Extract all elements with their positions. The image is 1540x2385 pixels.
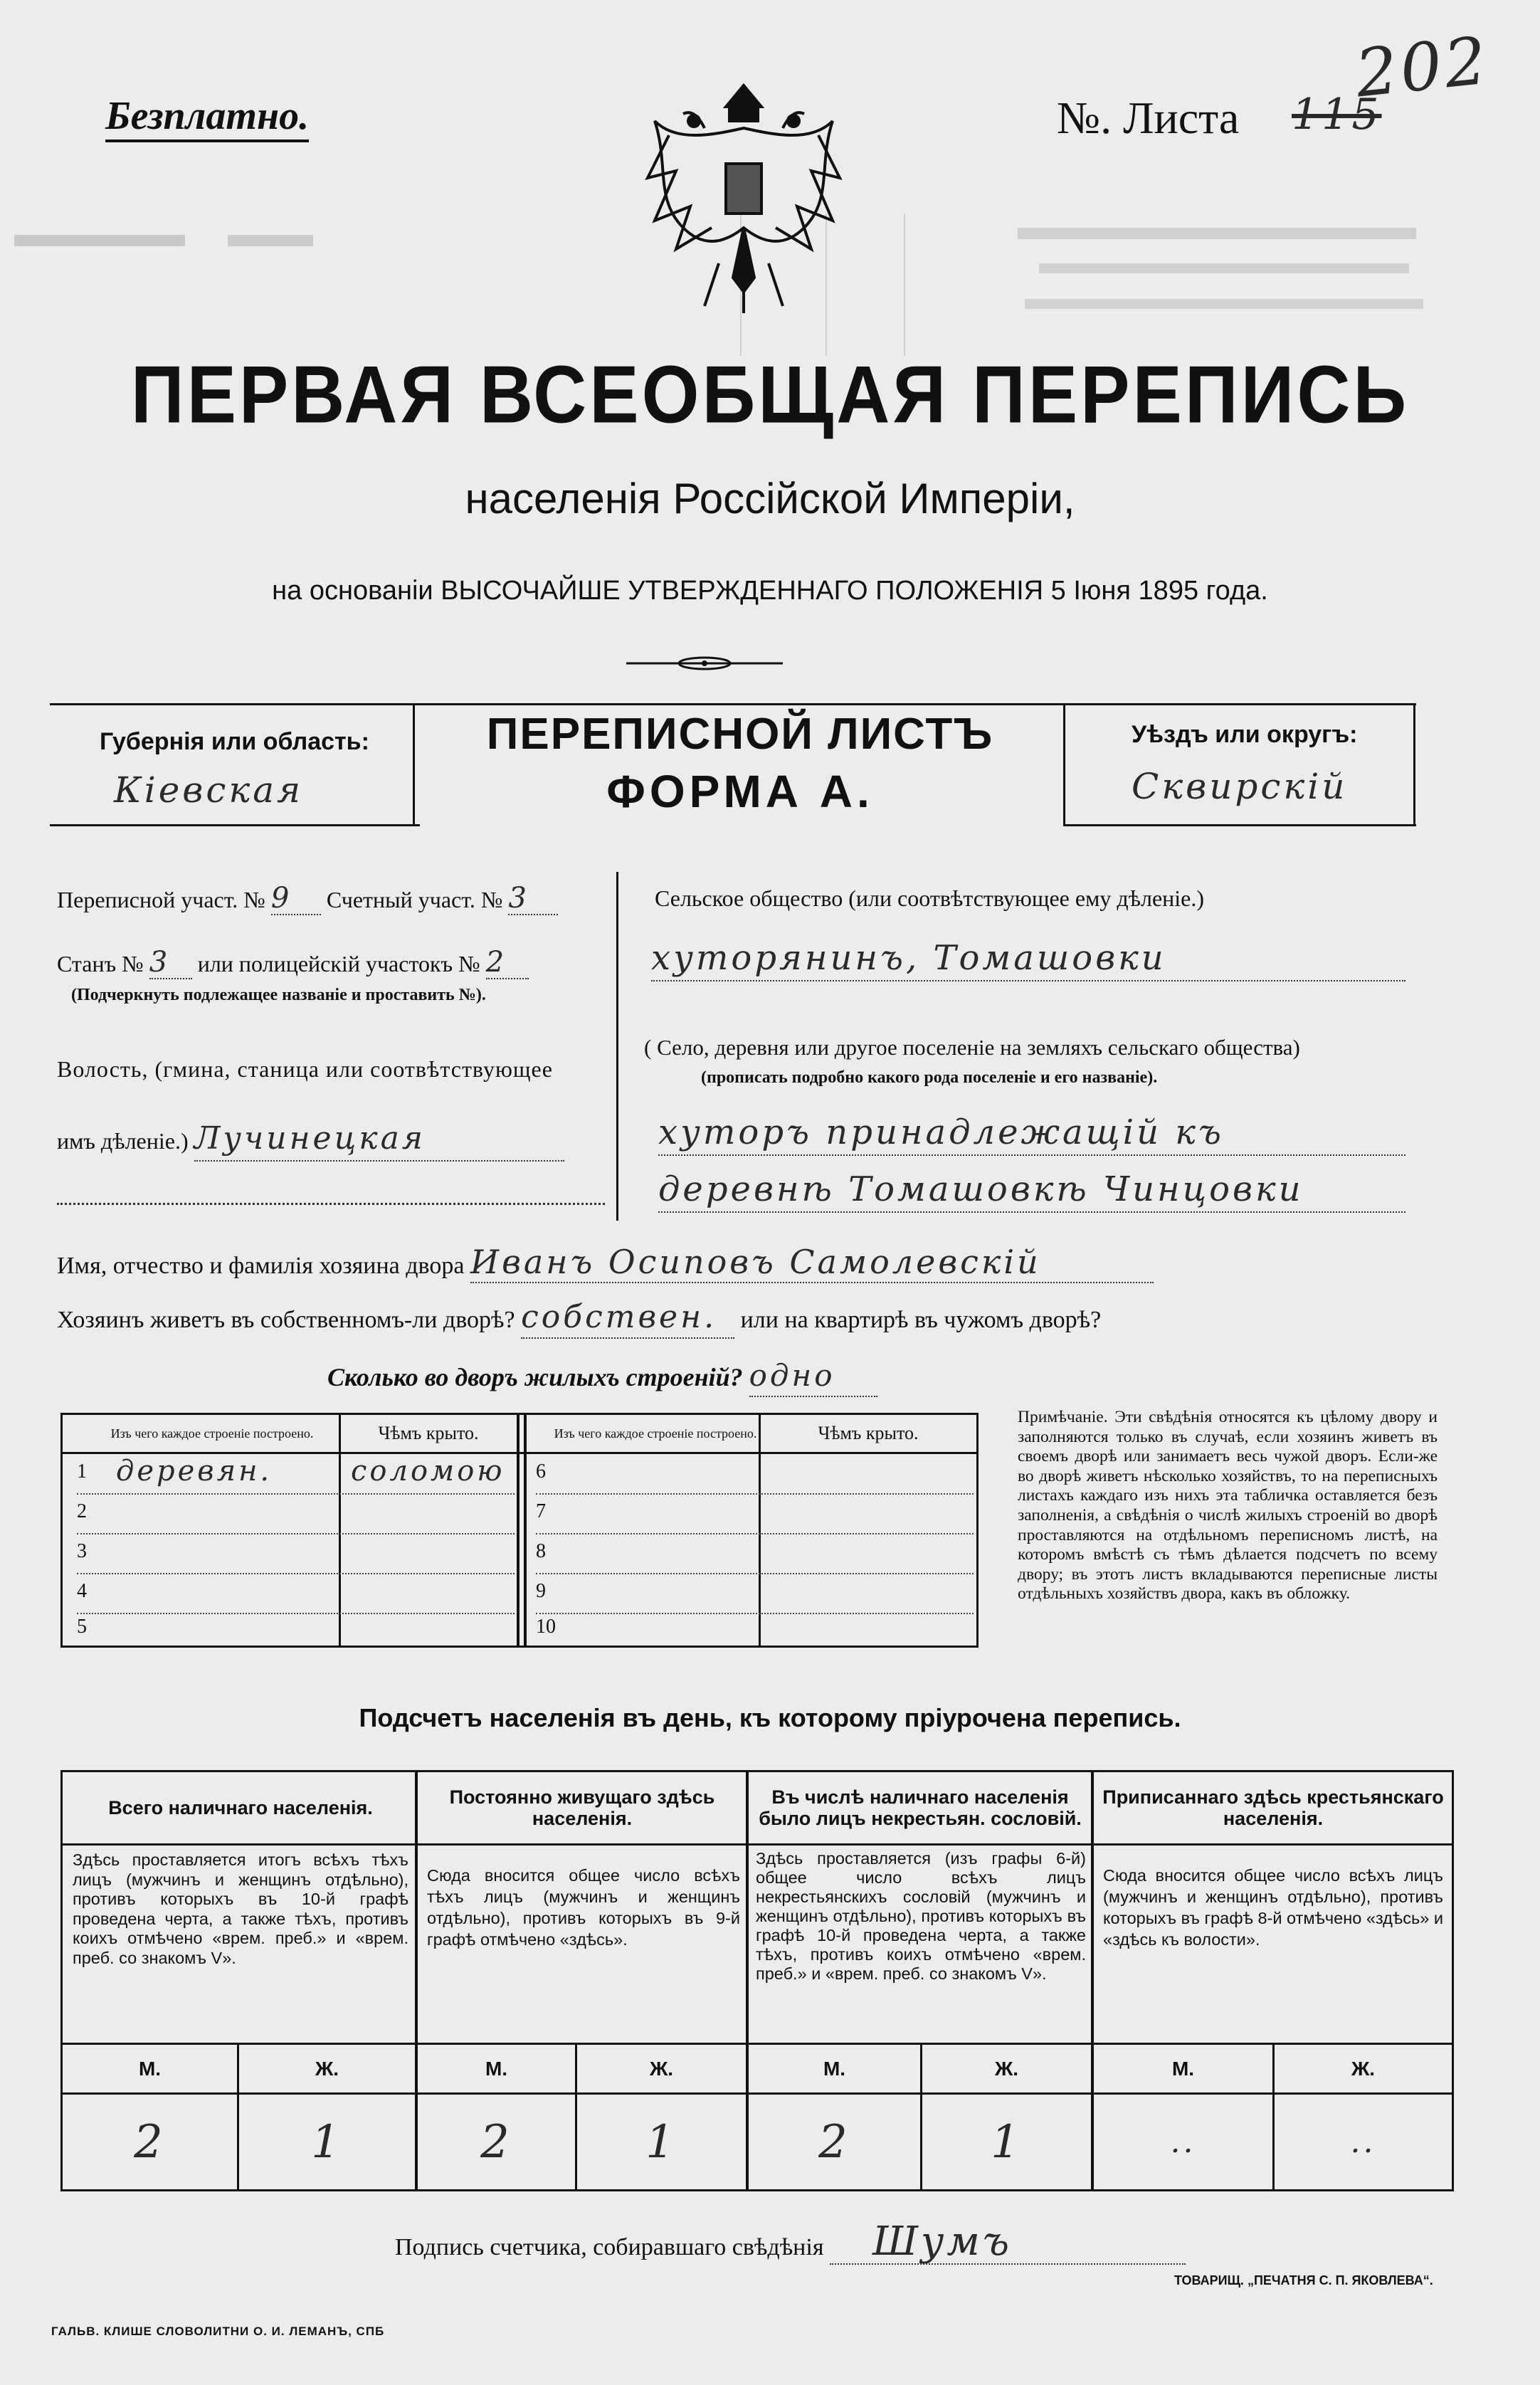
bt-row <box>77 1455 515 1495</box>
buildings-value: одно <box>749 1356 877 1397</box>
count-m-label: М. <box>823 2057 846 2080</box>
bt-header-material-left: Изъ чего каждое строеніе построено. <box>110 1426 314 1441</box>
form-band-right-edge <box>1413 703 1415 826</box>
subtitle: населенія Россійской Имперіи, <box>465 475 1075 522</box>
village-note: (прописать подробно какого рода поселеніе и его названіе). <box>701 1068 1158 1087</box>
bt-row-number: 1 <box>77 1460 87 1483</box>
form-band-bottom <box>50 824 420 826</box>
bt-header-roof-right: Чѣмъ крыто. <box>818 1423 919 1443</box>
double-headed-eagle-icon <box>626 78 861 320</box>
count-header: Всего наличнаго населенія. <box>108 1797 373 1818</box>
bt-row-number: 2 <box>77 1500 87 1522</box>
bt-header-material-right: Изъ чего каждое строеніе построено. <box>554 1426 757 1441</box>
bt-row <box>77 1574 515 1614</box>
police-value: 2 <box>486 947 529 979</box>
count-title: Подсчетъ населенія въ день, къ которому пріурочена перепись. <box>359 1703 1181 1732</box>
buildings-row <box>327 1356 877 1397</box>
village-value-1: хуторъ принадлежащій къ <box>658 1110 1405 1156</box>
count-m-label: М. <box>138 2057 162 2080</box>
right-block <box>644 875 1427 1217</box>
guberniya-label: Губернія или область: <box>100 728 369 755</box>
count-m-label: М. <box>485 2057 508 2080</box>
stan-label: Станъ № <box>57 951 144 976</box>
bt-row-number: 5 <box>77 1616 87 1638</box>
printer-right: ТОВАРИЩ. „ПЕЧАТНЯ С. П. ЯКОВЛЕВА“. <box>1174 2273 1433 2287</box>
owner-lives-row <box>57 1297 1101 1340</box>
bt-row-number: 10 <box>536 1616 556 1638</box>
count-desc: Здѣсь проставляется итогъ всѣхъ тѣхъ лицъ (мужчинъ и женщинъ отдѣльно), противъ которыхъ въ 10-й графѣ проведена черта, а также тѣхъ, противъ коихъ отмѣчено «врем. преб.» и «врем. преб. со знакомъ V». <box>73 1850 408 1967</box>
owner-name-label: Имя, отчество и фамилія хозяина двора <box>57 1253 465 1279</box>
bt-row <box>536 1574 974 1614</box>
bt-row <box>77 1495 515 1534</box>
bt-row-number: 9 <box>536 1580 546 1602</box>
owner-lives-value: собствен. <box>521 1297 734 1339</box>
count-m-value: .. <box>1170 2124 1196 2160</box>
count-f-value: 1 <box>991 2115 1023 2169</box>
count-district-value: 3 <box>508 883 558 915</box>
volost-extra-line <box>57 1203 605 1205</box>
count-m-label: М. <box>1171 2057 1195 2080</box>
bt-row-roof: соломою <box>351 1455 505 1488</box>
guberniya-value: Кіевская <box>114 769 304 811</box>
ornament-divider <box>626 656 783 670</box>
form-band-right-divider <box>1063 703 1065 826</box>
bt-row <box>536 1455 974 1495</box>
count-header: Приписаннаго здѣсь крестьянскаго населенія. <box>1102 1786 1444 1829</box>
count-desc: Сюда вносится общее число всѣхъ тѣхъ лицъ (мужчинъ и женщинъ отдѣльно), противъ которыхъ въ 9-й графѣ отмѣчено «здѣсь». <box>427 1866 740 1949</box>
basis-line: на основаніи ВЫСОЧАЙШЕ УТВЕРЖДЕННАГО ПОЛОЖЕНІЯ 5 Іюня 1895 года. <box>272 576 1268 606</box>
count-desc: Сюда вносится общее число всѣхъ лицъ (мужчинъ и женщинъ отдѣльно), противъ которыхъ въ графѣ 8-й отмѣчено «здѣсь» и «здѣсь къ волости». <box>1103 1866 1443 1949</box>
bt-row <box>536 1614 974 1644</box>
stan-value: 3 <box>149 947 192 979</box>
sheet-number-value: 115 <box>1292 90 1382 139</box>
society-value: хуторянинъ, Томашовки <box>651 936 1405 981</box>
archive-number: 202 <box>1351 22 1493 112</box>
signature-row <box>395 2218 1186 2269</box>
count-district-label: Счетный участ. № <box>326 887 503 912</box>
left-block <box>57 875 612 1217</box>
count-f-value: 1 <box>311 2115 343 2169</box>
form-band-top <box>50 703 1416 705</box>
count-m-value: 2 <box>818 2115 850 2169</box>
bt-row <box>536 1495 974 1534</box>
owner-rent-label: или на квартирѣ въ чужомъ дворѣ? <box>740 1307 1102 1333</box>
bt-row <box>77 1614 515 1644</box>
bt-mid-div-a <box>517 1415 520 1646</box>
village-label: ( Село, деревня или другое поселеніе на земляхъ сельскаго общества) <box>644 1035 1300 1060</box>
buildings-label: Сколько во дворъ жилыхъ строеній? <box>327 1363 743 1391</box>
census-district-label: Переписной участ. № <box>57 887 265 912</box>
bt-row-material: деревян. <box>116 1455 273 1488</box>
owner-lives-label: Хозяинъ живетъ въ собственномъ-ли дворѣ? <box>57 1307 515 1333</box>
count-f-label: Ж. <box>994 2057 1019 2080</box>
buildings-table <box>60 1413 979 1648</box>
count-desc: Здѣсь проставляется (изъ графы 6-й) общее число всѣхъ лицъ некрестьянскихъ сословій (мужчинъ и женщинъ отдѣльно), противъ которыхъ въ графѣ 10-й проведена черта, а также тѣхъ, противъ коихъ отмѣчено «врем. преб.» и «врем. преб. со знакомъ V». <box>756 1849 1086 1983</box>
left-right-divider <box>616 872 618 1221</box>
count-f-label: Ж. <box>649 2057 674 2080</box>
bt-row-number: 7 <box>536 1500 546 1522</box>
count-header: Въ числѣ наличнаго населенія было лицъ некрестьян. сословій. <box>759 1786 1082 1829</box>
form-band-bottom-right <box>1063 824 1416 826</box>
uezd-value: Сквирскій <box>1132 766 1348 807</box>
printer-left: ГАЛЬВ. КЛИШЕ СЛОВОЛИТНИ О. И. ЛЕМАНЪ, СПБ <box>51 2325 385 2338</box>
society-label: Сельское общество (или соотвѣтствующее ему дѣленіе.) <box>655 885 1205 911</box>
uezd-label: Уѣздъ или округъ: <box>1132 721 1358 748</box>
volost-value: Лучинецкая <box>194 1117 564 1162</box>
owner-name-row <box>57 1242 1154 1286</box>
count-f-label: Ж. <box>1351 2057 1376 2080</box>
count-f-value: 1 <box>645 2115 677 2169</box>
bt-row-number: 6 <box>536 1460 546 1483</box>
form-band-left-divider <box>413 703 415 826</box>
village-value-2: деревнѣ Томашовкѣ Чинцовки <box>658 1167 1405 1213</box>
count-m-value: 2 <box>480 2115 512 2169</box>
volost-label-1: Волость, (гмина, станица или соотвѣтствующее <box>57 1056 553 1082</box>
count-f-label: Ж. <box>315 2057 339 2080</box>
police-label: или полицейскій участокъ № <box>197 951 480 976</box>
signature-value: Шумъ <box>830 2221 1186 2265</box>
count-table <box>60 1770 1454 2191</box>
bt-header-line <box>63 1452 976 1454</box>
sheet-title: ПЕРЕПИСНОЙ ЛИСТЪ <box>486 710 994 759</box>
form-title: ФОРМА А. <box>606 766 874 817</box>
sheet-number-label: №. Листа <box>1057 93 1240 143</box>
bt-row-number: 4 <box>77 1580 87 1602</box>
bt-row <box>536 1534 974 1574</box>
bt-row <box>77 1534 515 1574</box>
underline-note: (Подчеркнуть подлежащее названіе и проставить №). <box>71 986 486 1004</box>
bt-header-roof-left: Чѣмъ крыто. <box>378 1423 479 1443</box>
bt-row-number: 3 <box>77 1540 87 1562</box>
note-text: Примѣчаніе. Эти свѣдѣнія относятся къ цѣлому двору и заполняются только въ случаѣ, если хозяинъ живетъ въ своемъ дворѣ или занимаетъ весь чужой дворъ. Если-же во дворѣ живетъ нѣсколько хозяйствъ, то на переписныхъ листахъ каждаго изъ нихъ эта табличка оставляется безъ заполненія, а свѣдѣнія о числѣ жилыхъ строеній во дворѣ проставляются на отдѣльномъ переписномъ листѣ, на которомъ вмѣстѣ съ тѣмъ дѣлается подсчетъ по всему двору; въ этотъ листъ вкладываются переписные листы отдѣльныхъ хозяйствъ двора, какъ въ обложку. <box>1018 1408 1438 1604</box>
volost-label-2: имъ дѣленіе.) <box>57 1128 189 1154</box>
bt-row-number: 8 <box>536 1540 546 1562</box>
ct-header-line <box>63 1843 1452 1846</box>
count-m-value: 2 <box>134 2115 166 2169</box>
signature-label: Подпись счетчика, собиравшаго свѣдѣнія <box>395 2234 824 2260</box>
owner-name-value: Иванъ Осиповъ Самолевскій <box>470 1242 1154 1283</box>
free-label: Безплатно. <box>105 93 309 142</box>
bt-mid-div-b <box>524 1415 527 1646</box>
count-f-value: .. <box>1350 2124 1376 2160</box>
main-title: ПЕРВАЯ ВСЕОБЩАЯ ПЕРЕПИСЬ <box>130 349 1410 441</box>
count-header: Постоянно живущаго здѣсь населенія. <box>449 1786 715 1829</box>
census-district-value: 9 <box>271 883 321 915</box>
